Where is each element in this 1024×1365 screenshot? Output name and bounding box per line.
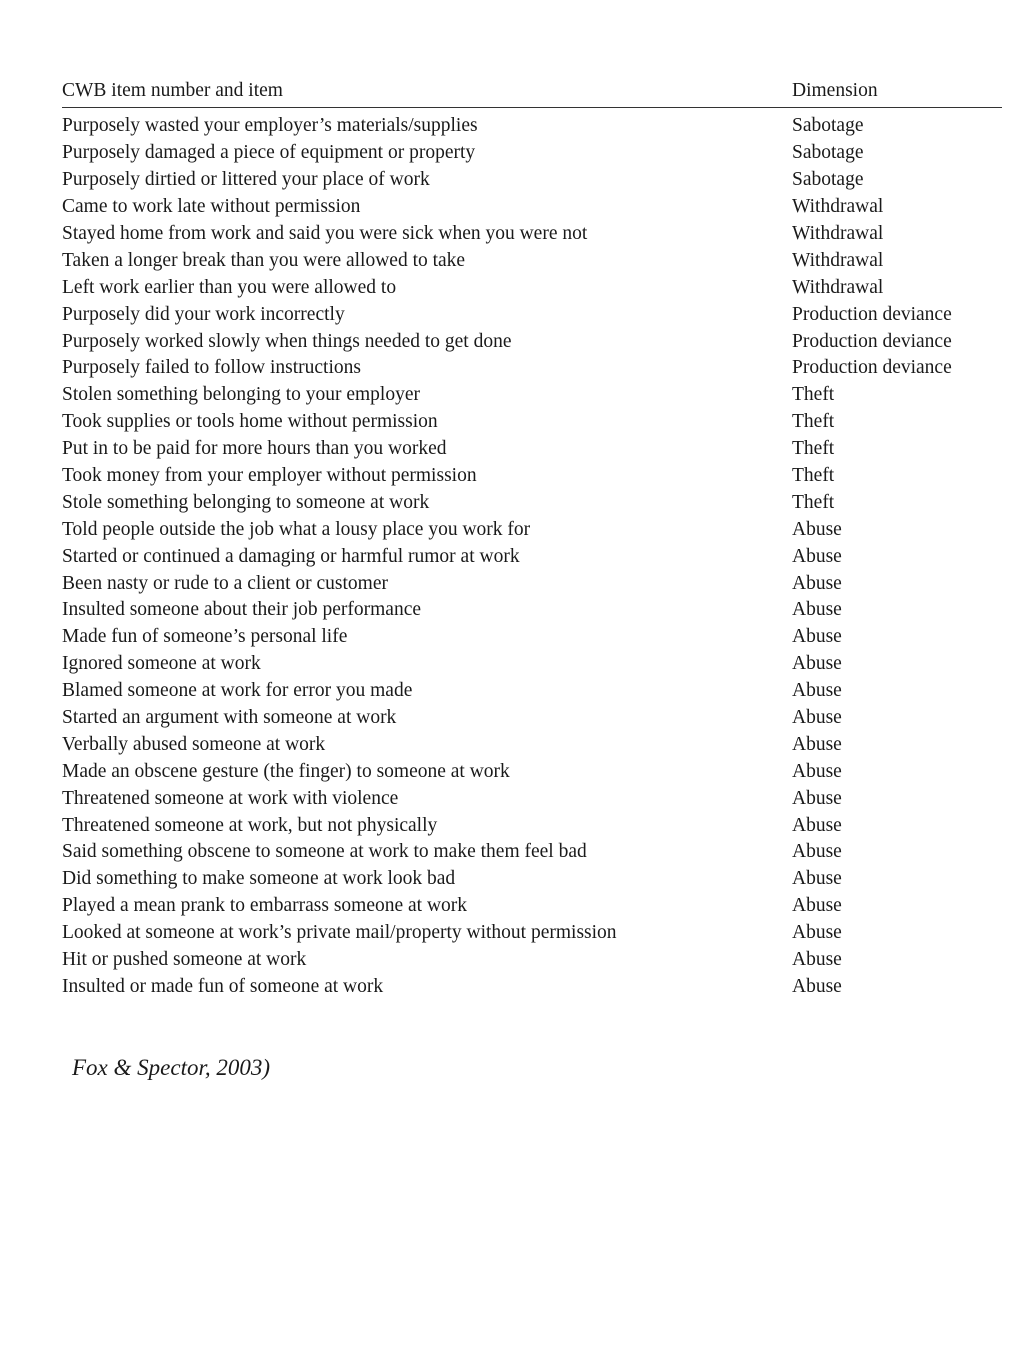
row-item: Purposely damaged a piece of equipment or property	[62, 142, 476, 164]
row-item: Purposely worked slowly when things needed to get done	[62, 330, 512, 352]
row-item: Hit or pushed someone at work	[62, 949, 307, 971]
row-dimension: Production deviance	[792, 330, 952, 352]
header-dimension: Dimension	[792, 79, 878, 101]
table-row	[62, 785, 1002, 812]
table-row	[62, 758, 1002, 785]
table-row	[62, 597, 1002, 624]
row-item: Started an argument with someone at work	[62, 707, 397, 729]
row-item: Made an obscene gesture (the finger) to someone at work	[62, 760, 510, 782]
row-item: Verbally abused someone at work	[62, 733, 326, 755]
table-row	[62, 920, 1002, 947]
table-row	[62, 274, 1002, 301]
table-row	[62, 974, 1002, 1001]
table-row	[62, 866, 1002, 893]
row-dimension: Withdrawal	[792, 249, 884, 271]
row-dimension: Abuse	[792, 841, 842, 863]
row-dimension: Withdrawal	[792, 196, 884, 218]
row-item: Purposely did your work incorrectly	[62, 303, 345, 325]
row-dimension: Abuse	[792, 787, 842, 809]
row-item: Threatened someone at work, but not physically	[62, 814, 438, 836]
row-item: Put in to be paid for more hours than you worked	[62, 438, 447, 460]
row-dimension: Abuse	[792, 975, 842, 997]
row-dimension: Sabotage	[792, 115, 864, 137]
row-item: Threatened someone at work with violence	[62, 787, 399, 809]
table-row	[62, 812, 1002, 839]
row-item: Came to work late without permission	[62, 196, 361, 218]
table-row	[62, 113, 1002, 140]
row-item: Ignored someone at work	[62, 653, 261, 675]
row-dimension: Withdrawal	[792, 276, 884, 298]
table-row	[62, 651, 1002, 678]
row-item: Purposely wasted your employer’s materials/supplies	[62, 115, 478, 137]
table-row	[62, 436, 1002, 463]
row-item: Stayed home from work and said you were sick when you were not	[62, 223, 588, 244]
row-dimension: Abuse	[792, 518, 842, 540]
row-dimension: Withdrawal	[792, 223, 884, 244]
table-row	[62, 463, 1002, 490]
row-item: Took money from your employer without permission	[62, 465, 477, 487]
cwb-table	[62, 74, 1002, 1000]
table-row	[62, 194, 1002, 221]
row-item: Said something obscene to someone at work to make them feel bad	[62, 841, 587, 863]
table-row	[62, 301, 1002, 328]
table-row	[62, 570, 1002, 597]
row-item: Started or continued a damaging or harmful rumor at work	[62, 545, 520, 567]
row-dimension: Theft	[792, 411, 835, 433]
table-row	[62, 382, 1002, 409]
row-item: Insulted someone about their job performance	[62, 599, 422, 621]
row-dimension: Abuse	[792, 949, 842, 971]
row-dimension: Abuse	[792, 868, 842, 890]
row-dimension: Abuse	[792, 707, 842, 729]
table-row	[62, 893, 1002, 920]
row-dimension: Production deviance	[792, 303, 952, 325]
table-row	[62, 489, 1002, 516]
table-row	[62, 328, 1002, 355]
row-dimension: Abuse	[792, 626, 842, 648]
table-row	[62, 516, 1002, 543]
row-dimension: Production deviance	[792, 357, 952, 379]
table-row	[62, 543, 1002, 570]
row-dimension: Theft	[792, 384, 835, 406]
table-row	[62, 839, 1002, 866]
table-row	[62, 140, 1002, 167]
row-item: Played a mean prank to embarrass someone at work	[62, 895, 468, 917]
table-row	[62, 705, 1002, 732]
table-row	[62, 409, 1002, 436]
table-header	[62, 74, 1002, 108]
row-dimension: Abuse	[792, 922, 842, 944]
citation: Fox & Spector, 2003)	[72, 1055, 271, 1080]
row-dimension: Theft	[792, 465, 835, 487]
row-dimension: Theft	[792, 491, 835, 513]
row-dimension: Abuse	[792, 733, 842, 755]
table-row	[62, 221, 1002, 248]
row-dimension: Abuse	[792, 814, 842, 836]
row-dimension: Sabotage	[792, 142, 864, 164]
row-item: Been nasty or rude to a client or customer	[62, 572, 388, 594]
table-row	[62, 947, 1002, 974]
table-row	[62, 731, 1002, 758]
table-row	[62, 355, 1002, 382]
row-item: Taken a longer break than you were allowed to take	[62, 249, 466, 271]
row-item: Left work earlier than you were allowed to	[62, 276, 397, 298]
row-item: Purposely failed to follow instructions	[62, 357, 361, 379]
table-row	[62, 167, 1002, 194]
row-item: Stole something belonging to someone at work	[62, 491, 430, 513]
table-row	[62, 247, 1002, 274]
row-item: Looked at someone at work’s private mail/property without permission	[62, 922, 617, 944]
row-item: Did something to make someone at work look bad	[62, 868, 456, 890]
row-item: Made fun of someone’s personal life	[62, 626, 348, 648]
row-item: Told people outside the job what a lousy place you work for	[62, 518, 531, 540]
row-item: Took supplies or tools home without permission	[62, 411, 438, 433]
row-dimension: Abuse	[792, 760, 842, 782]
table-row	[62, 678, 1002, 705]
row-dimension: Abuse	[792, 599, 842, 621]
row-dimension: Abuse	[792, 653, 842, 675]
row-dimension: Abuse	[792, 545, 842, 567]
row-item: Insulted or made fun of someone at work	[62, 975, 384, 997]
row-dimension: Sabotage	[792, 169, 864, 191]
row-dimension: Abuse	[792, 680, 842, 702]
row-dimension: Abuse	[792, 895, 842, 917]
row-item: Stolen something belonging to your employer	[62, 384, 420, 406]
row-item: Purposely dirtied or littered your place of work	[62, 169, 430, 191]
row-item: Blamed someone at work for error you made	[62, 680, 413, 702]
header-item: CWB item number and item	[62, 79, 283, 101]
row-dimension: Theft	[792, 438, 835, 460]
table-row	[62, 624, 1002, 651]
row-dimension: Abuse	[792, 572, 842, 594]
table-body	[62, 113, 1002, 1000]
